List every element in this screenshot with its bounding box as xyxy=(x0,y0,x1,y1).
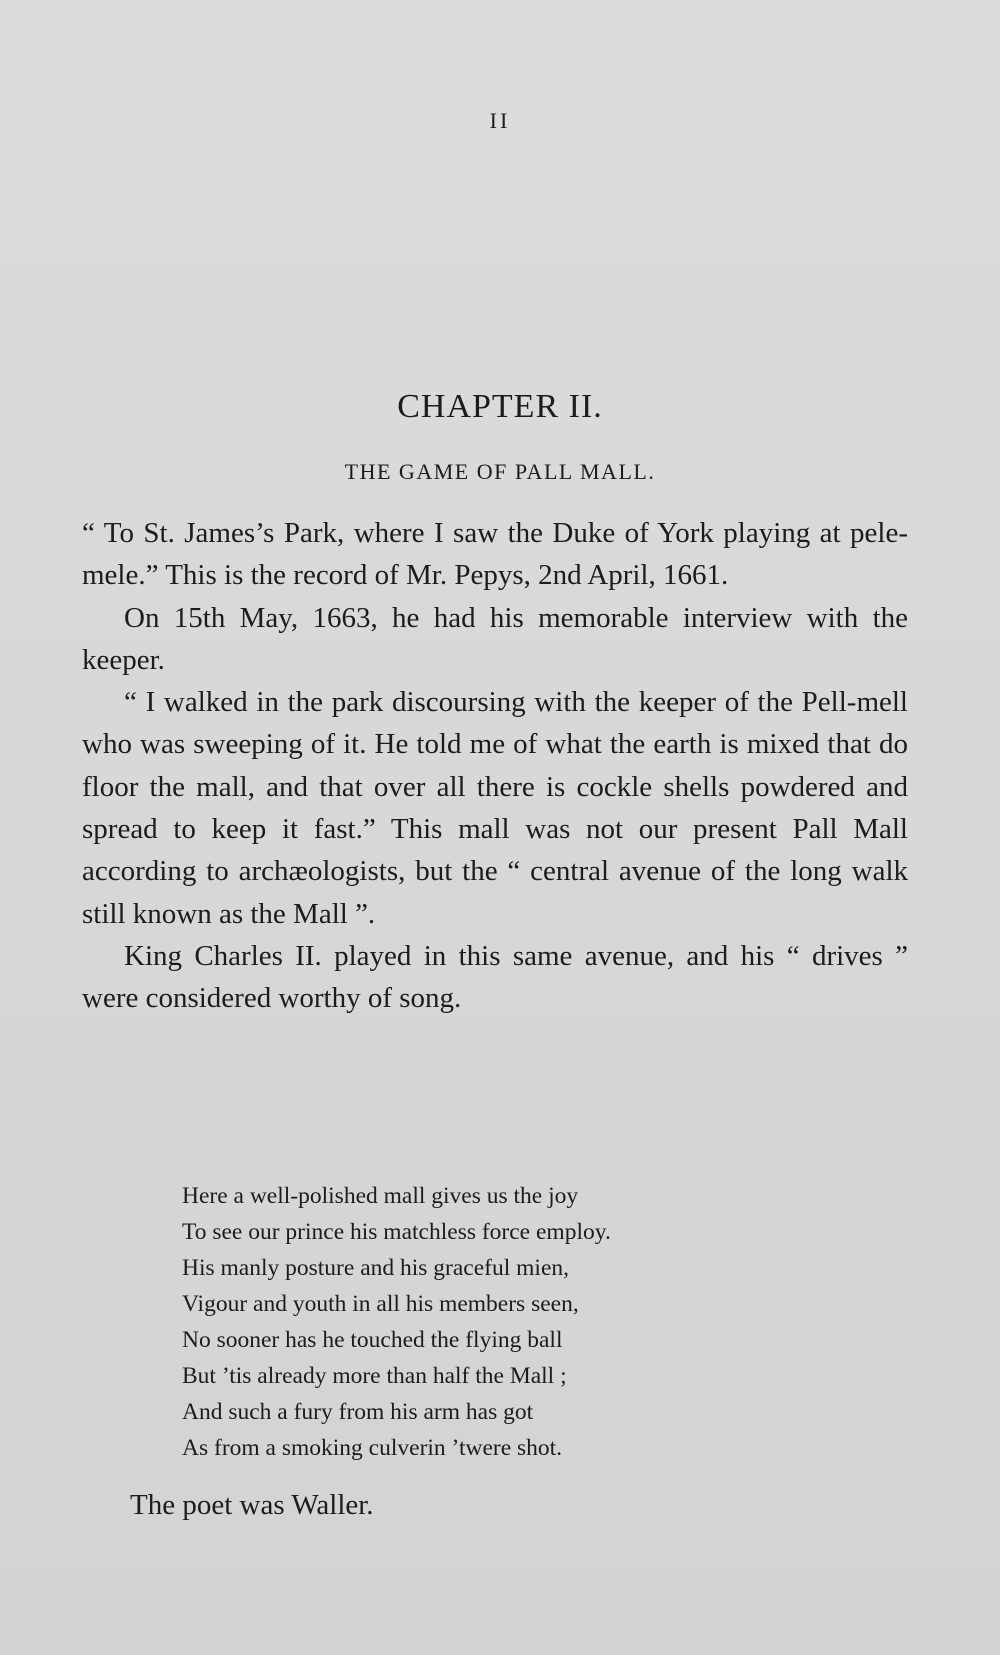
verse-line: No sooner has he touched the flying ball xyxy=(182,1327,563,1353)
chapter-subtitle: THE GAME OF PALL MALL. xyxy=(344,459,656,484)
chapter-title: CHAPTER II. xyxy=(397,388,603,425)
verse-line: His manly posture and his graceful mien, xyxy=(182,1255,570,1281)
verse-line: Vigour and youth in all his members seen, xyxy=(182,1291,579,1317)
paragraph: King Charles II. played in this same avenue, and his “ drives ” were considered worthy of song. xyxy=(82,939,908,1015)
verse-line: As from a smoking culverin ’twere shot. xyxy=(182,1435,563,1461)
verse-line: Here a well-polished mall gives us the joy xyxy=(182,1183,579,1209)
page-number: II xyxy=(489,108,511,133)
closing-line: The poet was Waller. xyxy=(130,1489,374,1521)
verse-line: And such a fury from his arm has got xyxy=(182,1399,534,1425)
verse-line: To see our prince his matchless force employ. xyxy=(182,1219,611,1245)
chapter-body xyxy=(82,512,908,1020)
verse-line: But ’tis already more than half the Mall ; xyxy=(182,1363,567,1389)
paragraph: On 15th May, 1663, he had his memorable interview with the keeper. xyxy=(82,601,908,676)
paragraph: “ I walked in the park discoursing with the keeper of the Pell-mell who was sweeping of it. He told me of what the earth is mixed that do floor the mall, and that over all there is cockle shells powdered and spread to keep it fast.” This mall was not our present Pall Mall according to archæologists, but the “ central avenue of the long walk still known as the Mall ”. xyxy=(82,686,908,930)
paragraph: “ To St. James’s Park, where I saw the Duke of York playing at pele-mele.” This is the record of Mr. Pepys, 2nd April, 1661. xyxy=(82,517,908,592)
verse-quotation xyxy=(182,1178,822,1466)
